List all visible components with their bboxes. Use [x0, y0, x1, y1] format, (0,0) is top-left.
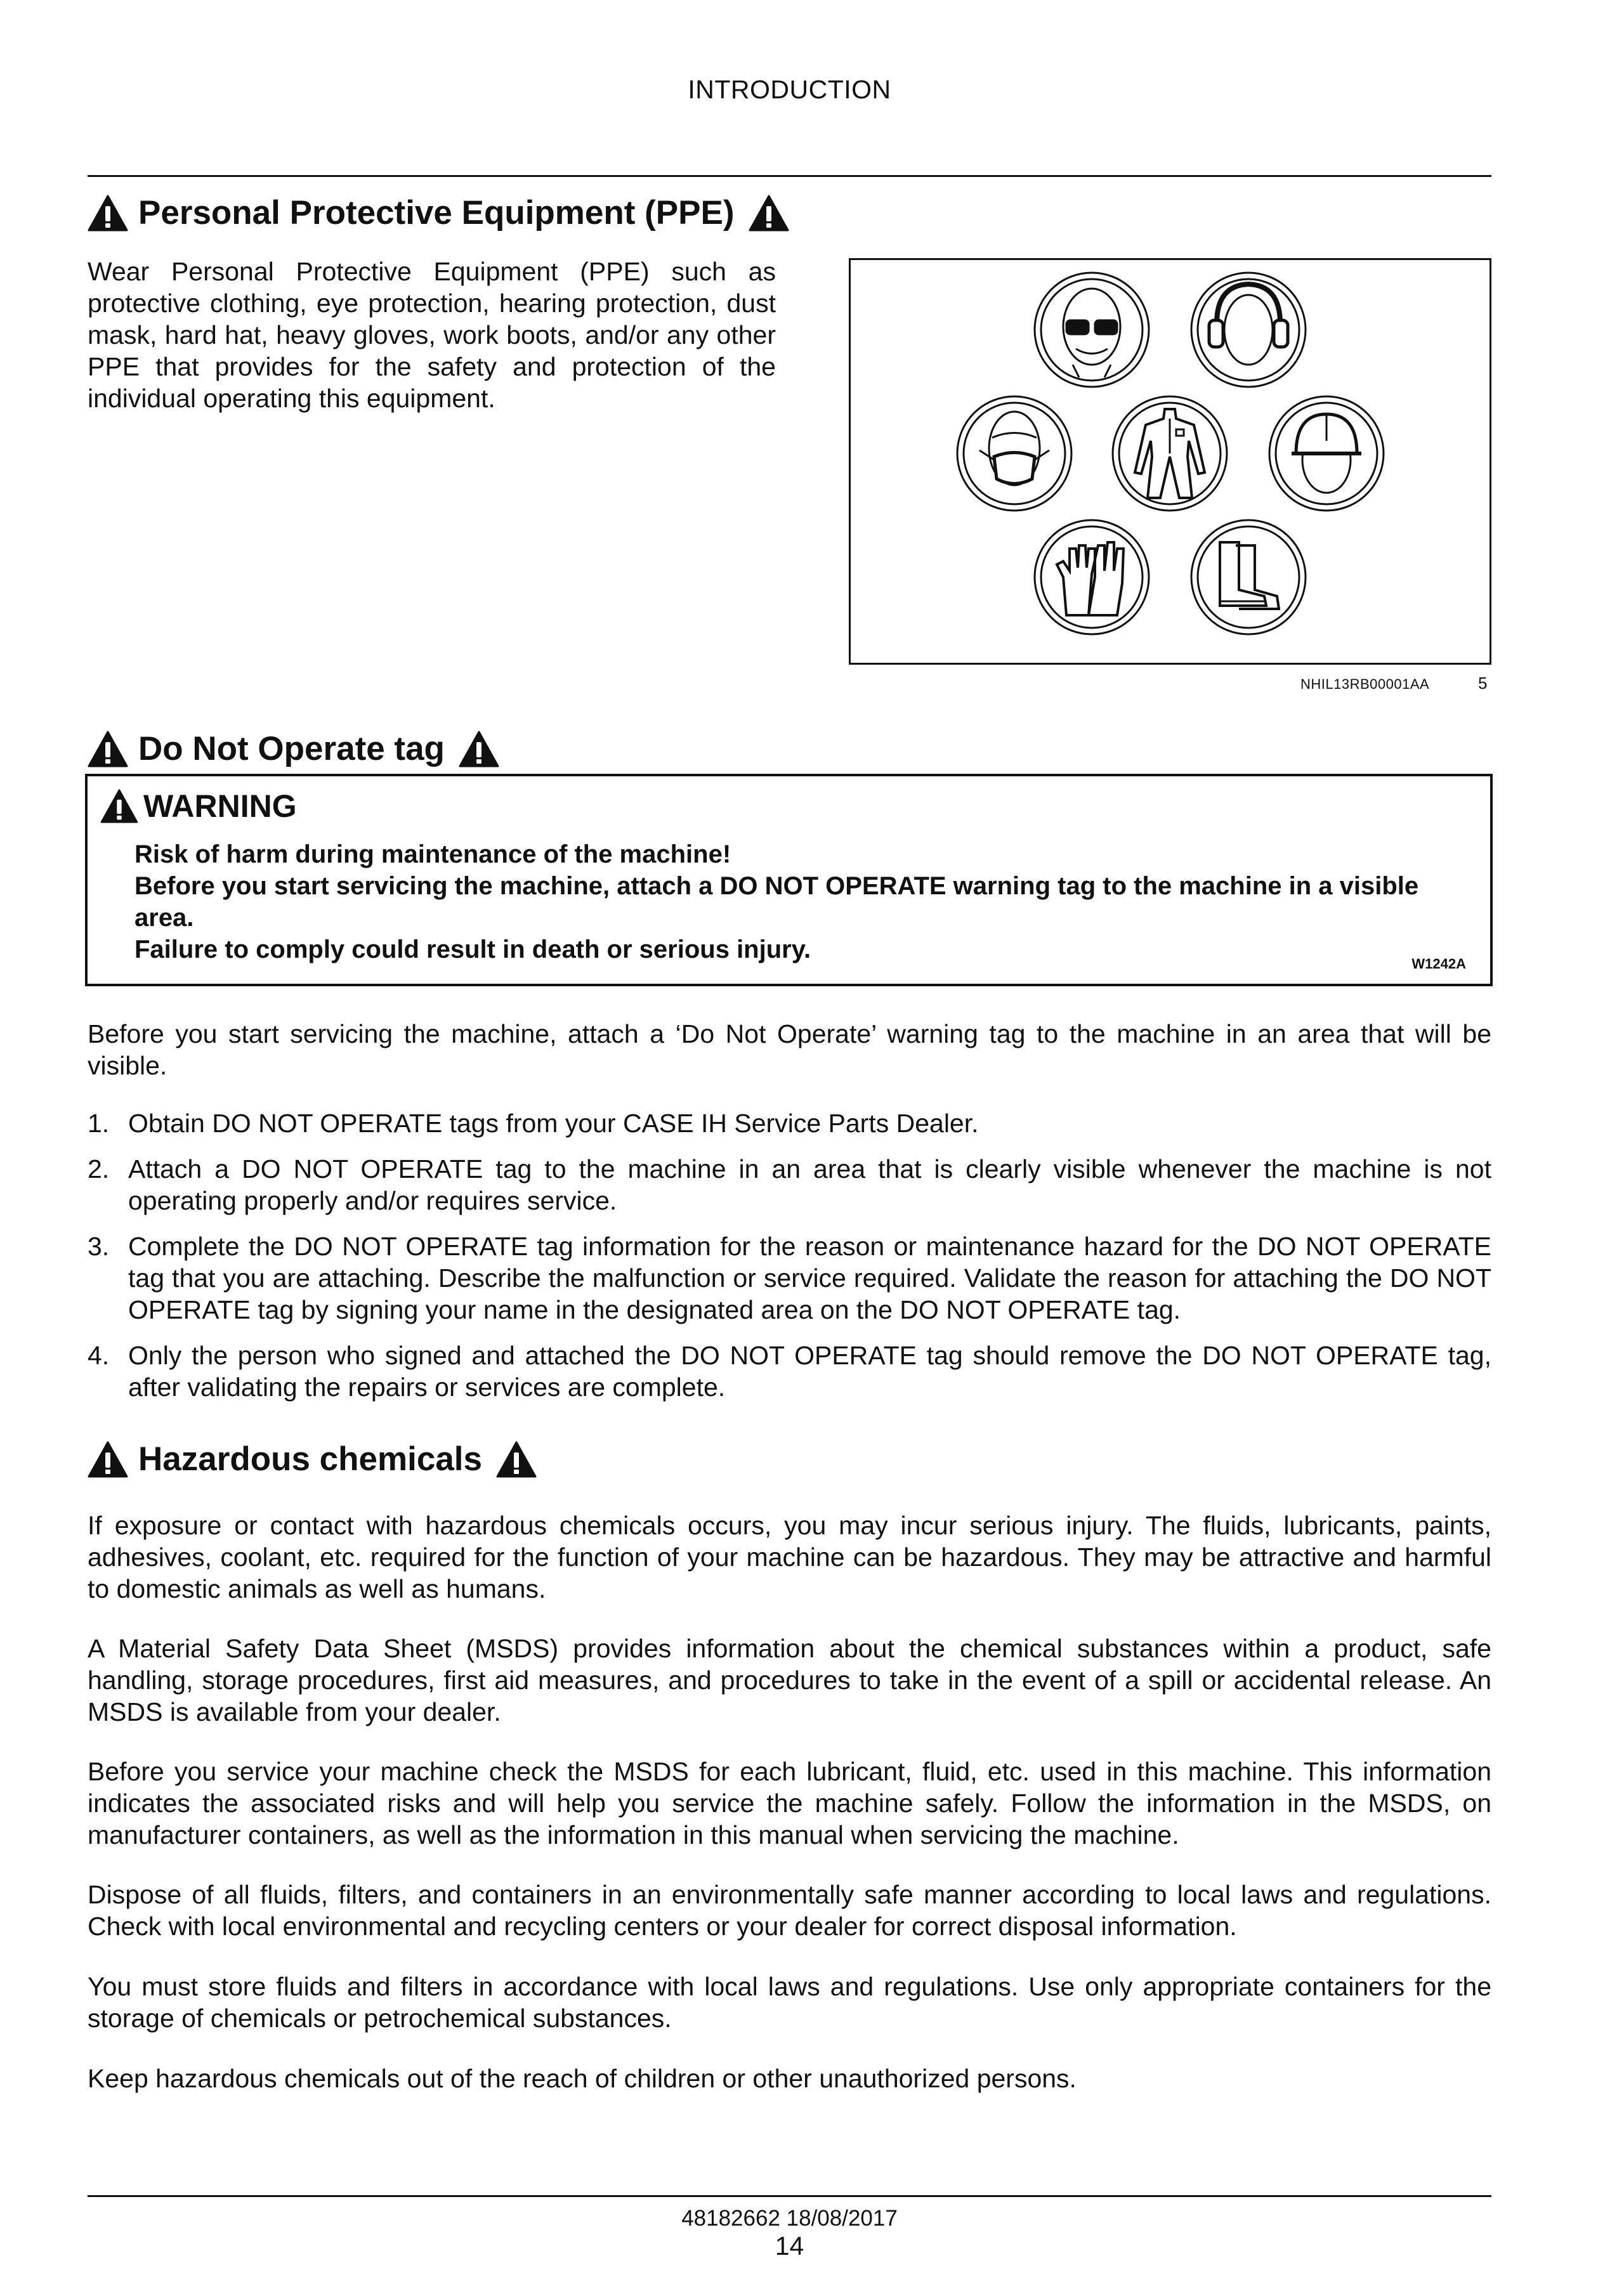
steps-list: [88, 1107, 1491, 1417]
warning-triangle-icon: [88, 731, 128, 767]
gloves-icon: [1035, 520, 1149, 634]
warning-triangle-icon: [749, 195, 789, 232]
hazardous-paragraph: Before you service your machine check the MSDS for each lubricant, fluid, etc. used in this machine. This information indicates the associated risks and will help you service the machine safely. Follow the information in the MSDS, on manufacturer containers, as well as the information in this manual when servicing the machine.: [88, 1757, 1491, 1849]
footer-doc-reference: 48182662 18/08/2017: [681, 2206, 898, 2231]
list-item: [88, 1230, 1491, 1326]
warning-line: Before you start servicing the machine, attach a DO NOT OPERATE warning tag to the machine in a visible area.: [134, 872, 1419, 932]
step-number: 2.: [88, 1154, 110, 1184]
hazardous-paragraph: Dispose of all fluids, filters, and containers in an environmentally safe manner according to local laws and regulations. Check with local environmental and recycling centers or your dealer for correct disposal information.: [88, 1880, 1491, 1941]
warning-triangle-icon: [100, 789, 138, 823]
page-header-title: INTRODUCTION: [688, 75, 891, 104]
ear-protection-icon: [1191, 273, 1306, 387]
coveralls-icon: [1113, 396, 1227, 511]
hazardous-chemicals-heading-text: Hazardous chemicals: [138, 1440, 483, 1478]
work-boots-icon: [1191, 520, 1306, 634]
ppe-heading-text: Personal Protective Equipment (PPE): [138, 194, 735, 232]
warning-box: [85, 774, 1493, 986]
ppe-figure: [849, 258, 1491, 665]
warning-triangle-icon: [88, 195, 128, 232]
step-text: Complete the DO NOT OPERATE tag information for the reason or maintenance hazard for the DO NOT OPERATE tag that you are attaching. Describe the malfunction or service required. Validate the reason for attaching the DO NOT OPERATE tag by signing your name in the designated area on the DO NOT OPERATE tag.: [128, 1232, 1491, 1324]
warning-label: [100, 788, 297, 825]
header-rule: [88, 175, 1491, 177]
step-text: Obtain DO NOT OPERATE tags from your CASE IH Service Parts Dealer.: [128, 1109, 979, 1138]
figure-number: 5: [1478, 674, 1488, 693]
step-number: 4.: [88, 1341, 110, 1370]
warning-line: Risk of harm during maintenance of the machine!: [134, 840, 731, 868]
figure-caption: NHIL13RB00001AA: [1300, 676, 1430, 692]
warning-triangle-icon: [496, 1441, 537, 1478]
hazardous-paragraph: You must store fluids and filters in accordance with local laws and regulations. Use only appropriate containers for the storage of chemicals or petrochemical substances.: [88, 1972, 1491, 2033]
list-item: [88, 1340, 1491, 1403]
do-not-operate-intro: Before you start servicing the machine, attach a ‘Do Not Operate’ warning tag to the machine in an area that will be visible.: [88, 1019, 1491, 1080]
hazardous-chemicals-heading: [88, 1440, 537, 1478]
hazardous-paragraph: If exposure or contact with hazardous chemicals occurs, you may incur serious injury. The fluids, lubricants, paints, adhesives, coolant, etc. required for the function of your machine can be hazardous. They may be attractive and harmful to domestic animals as well as humans.: [88, 1511, 1491, 1603]
dust-mask-icon: [957, 396, 1071, 511]
warning-triangle-icon: [459, 731, 499, 767]
warning-label-text: WARNING: [143, 788, 297, 824]
warning-line: Failure to comply could result in death or serious injury.: [134, 936, 811, 963]
do-not-operate-heading-text: Do Not Operate tag: [138, 730, 445, 767]
page-number: 14: [775, 2231, 804, 2260]
hazardous-paragraph: Keep hazardous chemicals out of the reach of children or other unauthorized persons.: [88, 2064, 1077, 2093]
footer-rule: [88, 2195, 1491, 2197]
hazardous-paragraph: A Material Safety Data Sheet (MSDS) provides information about the chemical substances within a product, safe handling, storage procedures, first aid measures, and procedures to take in the event of a spill or accidental release. An MSDS is available from your dealer.: [88, 1634, 1491, 1726]
step-text: Attach a DO NOT OPERATE tag to the machine in an area that is clearly visible whenever the machine is not operating properly and/or requires service.: [128, 1154, 1491, 1215]
step-number: 1.: [88, 1109, 110, 1138]
hard-hat-icon: [1269, 396, 1384, 511]
step-text: Only the person who signed and attached the DO NOT OPERATE tag should remove the DO NOT OPERATE tag, after validating the repairs or services are complete.: [128, 1341, 1491, 1402]
warning-triangle-icon: [88, 1441, 128, 1478]
warning-code: W1242A: [1411, 956, 1466, 972]
warning-text: [134, 838, 1467, 965]
list-item: [88, 1153, 1491, 1216]
ppe-body-text: Wear Personal Protective Equipment (PPE) such as protective clothing, eye protection, hearing protection, dust mask, hard hat, heavy gloves, work boots, and/or any other PPE that provides for the safety and protection of the individual operating this equipment.: [88, 257, 776, 413]
ppe-heading: [88, 193, 789, 232]
safety-glasses-icon: [1035, 273, 1149, 387]
step-number: 3.: [88, 1232, 110, 1261]
list-item: [88, 1107, 1491, 1139]
do-not-operate-heading: [88, 729, 499, 768]
